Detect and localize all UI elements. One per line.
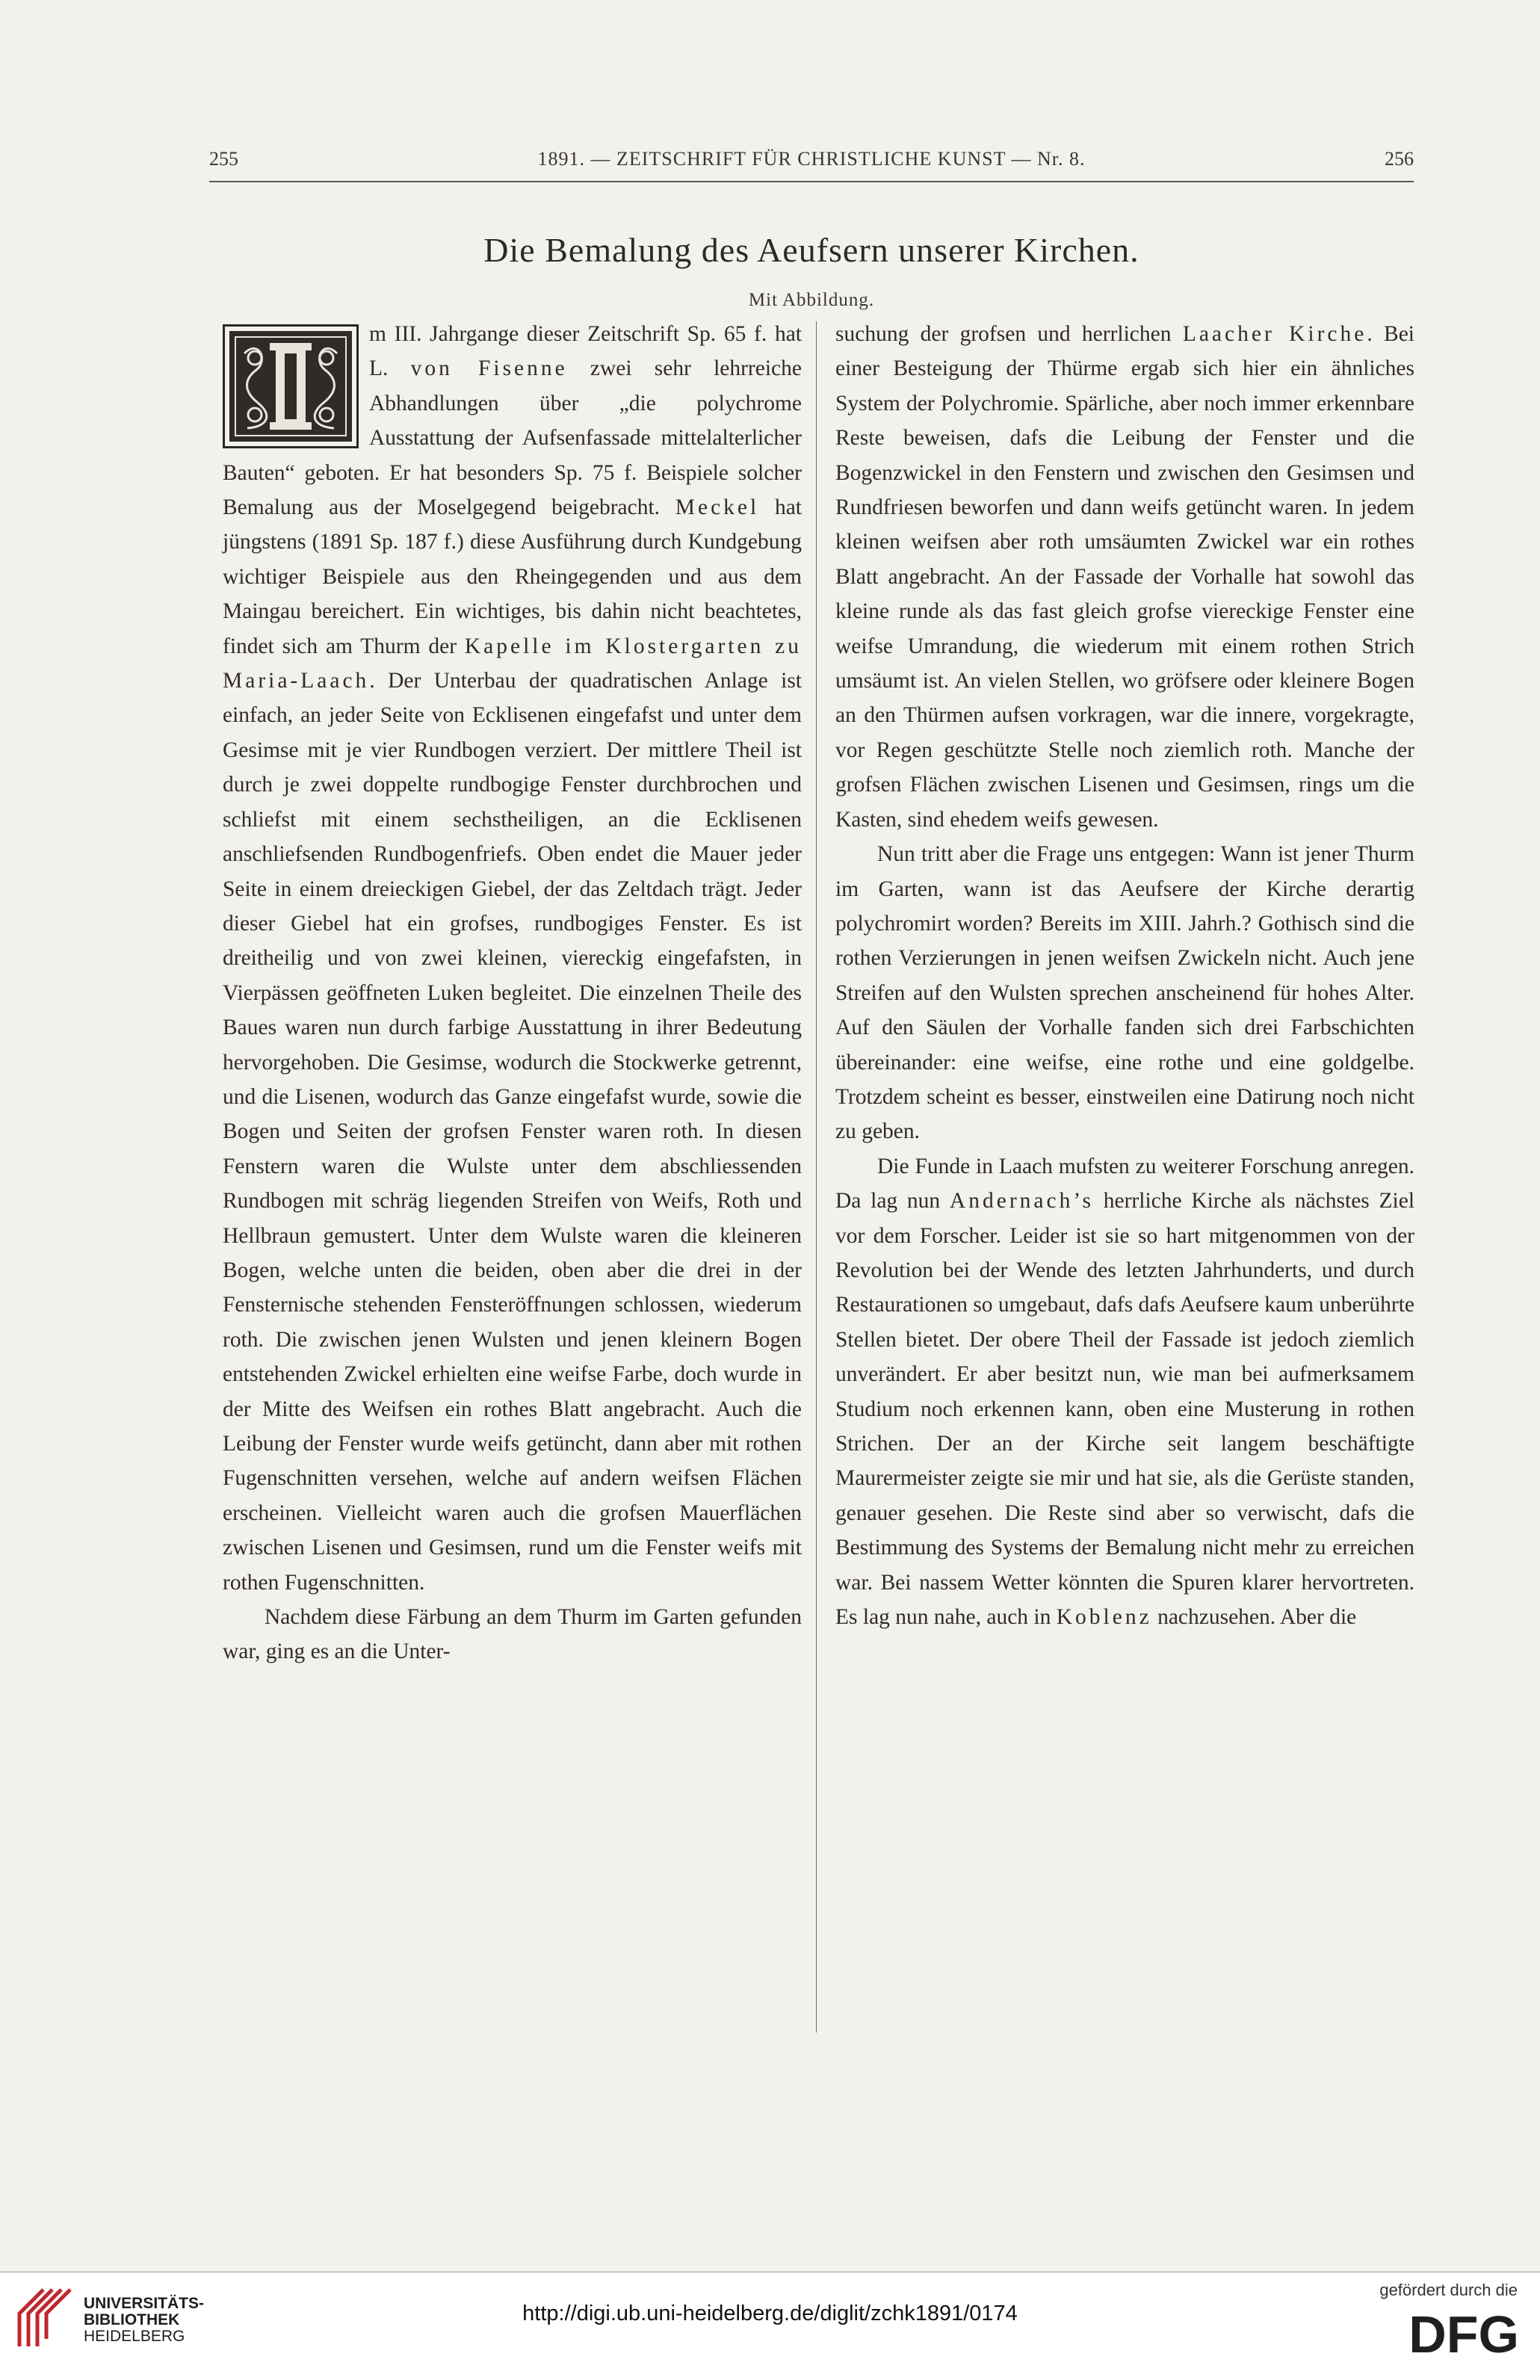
right-column (835, 317, 1414, 1634)
paragraph (223, 1600, 802, 1669)
text-run: hat jüngstens (1891 Sp. 187 f.) diese Ausführung durch Kundgebung wichtiger Beispiele aus den Rheingegenden und aus dem Maingau bereichert. Ein wichtiges, bis dahin nicht beachtetes, findet sich am Thurm der (223, 495, 802, 658)
library-name-line: HEIDELBERG (84, 2328, 185, 2345)
right-column-text (835, 317, 1414, 1634)
header-rule (209, 181, 1414, 182)
text-run: Die Funde in Laach mufsten zu weiterer Forschung anregen. Da lag nun (835, 1154, 1414, 1214)
text-run: . Der Unterbau der quadratischen Anlage ist einfach, an jeder Seite von Ecklisenen eingefafst und unter dem Gesimse mit je vier Rundbogen verziert. Der mittlere Theil ist durch je zwei doppelte rundbogige Fenster durchbrochen und schliefst mit einem sechstheiligen, an die Ecklisenen anschliefsenden Rundbogenfriefs. Oben endet die Mauer jeder Seite in einem dreieckigen Giebel, der das Zeltdach trägt. Jeder dieser Giebel hat ein grofses, rundbogiges Fenster. Es ist dreitheilig und von zwei kleinen, viereckig eingefafsten, in Vierpässen geöffneten Luken begleitet. Die einzelnen Theile des Baues waren nun durch farbige Ausstattung in ihrer Bedeutung hervorgehoben. Die Gesimse, wodurch die Stockwerke getrennt, und die Lisenen, wodurch das Ganze eingefafst wurde, sowie die Bogen und Seiten der grofsen Fenster waren roth. In diesen Fenstern waren die Wulste unter dem abschliessenden Rundbogen mit schräg liegenden Streifen von Weifs, Roth und Hellbraun gemustert. Unter dem Wulste waren die kleineren Bogen, welche unten die beiden, oben aber die drei in der Fensternische stehenden Fensteröffnungen schlossen, wiederum roth. Die zwischen jenen Wulsten und jenen kleinern Bogen entstehenden Zwickel erhielten eine weifse Farbe, doch wurde in der Mitte des Weifsen ein rothes Blatt angebracht. Auch die Leibung der Fenster wurde weifs getüncht, dann aber mit rothen Fugenschnitten versehen, welche auf andern weifsen Flächen erscheinen. Vielleicht waren auch die grofsen Mauerflächen zwischen Lisenen und Gesimsen, rund um die Fenster weifs mit rothen Fugenschnitten. (223, 669, 802, 1595)
sponsor-note: gefördert durch die (1379, 2281, 1518, 2299)
dfg-logo-text: DFG (1408, 2308, 1519, 2360)
text-run: . Bei einer Besteigung der Thürme ergab sich hier ein ähnliches System der Polychromie. Spärliche, aber noch immer erkennbare Reste beweisen, dafs die Leibung der Fenster und die Bogenzwickel in den Fenstern und zwischen den Gesimsen und Rundfriesen beworfen und dann weifs getüncht waren. In jedem kleinen weifsen aber roth umsäumten Zwickel war ein rothes Blatt angebracht. An der Fassade der Vorhalle hat sowohl das kleine runde als das fast gleich grofse viereckige Fenster eine weifse Umrandung, die wiederum mit einem rothen Strich umsäumt ist. An vielen Stellen, wo gröfsere oder kleinere Bogen an den Thürmen aufsen vorkragen, war die innere, vorgekragte, vor Regen geschützte Stelle noch ziemlich roth. Manche der grofsen Flächen zwischen Lisenen und Gesimsen, rings um die Kasten, sind ehedem weifs gewesen. (835, 322, 1415, 832)
text-run: m III. Jahrgange dieser Zeitschrift Sp. 65 f. hat L. (369, 322, 802, 381)
text-run: Nun tritt aber die Frage uns entgegen: Wann ist jener Thurm im Garten, wann ist das Aeufsere der Kirche derartig polychromirt worden? Bereits im XIII. Jahrh.? Gothisch sind die rothen Verzierungen in jenen weifsen Zwickeln nicht. Auch jene Streifen auf den Wulsten sprechen anscheinend für hohes Alter. Auf den Säulen der Vorhalle fanden sich drei Farbschichten übereinander: eine weifse, eine rothe und eine goldgelbe. Trotzdem scheint es besser, einstweilen eine Datirung noch nicht zu geben. (835, 842, 1414, 1144)
spaced-emphasis: Kapelle im Klostergarten zu Maria-Laach (223, 634, 802, 693)
paragraph (835, 837, 1414, 1149)
permalink-url[interactable]: http://digi.ub.uni-heidelberg.de/diglit/zchk1891/0174 (522, 2302, 1018, 2325)
spaced-emphasis: Laacher Kirche (1182, 322, 1367, 346)
paragraph (835, 317, 1414, 837)
journal-header: 1891. — ZEITSCHRIFT FÜR CHRISTLICHE KUNST — Nr. 8. (537, 148, 1086, 170)
paragraph (223, 317, 802, 1600)
text-run: suchung der grofsen und herrlichen (835, 322, 1183, 346)
running-head (209, 148, 1414, 178)
paragraph (835, 1149, 1414, 1635)
ornamental-initial-i-icon (223, 324, 359, 448)
page-number-left: 255 (209, 148, 238, 170)
library-name-line: UNIVERSITÄTS- (84, 2295, 205, 2312)
text-run: zwei sehr lehrreiche Abhandlungen über „die polychrome Ausstattung der Aufsenfassade mittelalterlicher Bauten“ geboten. Er hat besonders Sp. 75 f. Beispiele solcher Bemalung aus der Moselgegend beigebracht. (223, 356, 802, 520)
article-title: Die Bemalung des Aeufsern unserer Kirchen. (483, 231, 1139, 269)
text-run: nachzusehen. Aber die (1151, 1605, 1357, 1630)
spaced-emphasis: Meckel (675, 495, 760, 520)
column-divider (816, 321, 817, 2033)
text-run: herrliche Kirche als nächstes Ziel vor dem Forscher. Leider ist sie so hart mitgenommen von der Revolution bei der Wende des letzten Jahrhunderts, und durch Restaurationen so umgebaut, dafs dafs Aeufsere kaum unberührte Stellen bietet. Der obere Theil der Fassade ist jedoch ziemlich unverändert. Er aber besitzt nun, wie man bei aufmerksamem Studium noch erkennen kann, oben eine Musterung in rothen Strichen. Der an der Kirche seit langem beschäftigte Maurermeister zeigte sie mir und hat sie, als die Gerüste standen, genauer gesehen. Die Reste sind aber so verwischt, dafs die Bestimmung des Systems der Bemalung nicht mehr zu erreichen war. Bei nassem Wetter könnten die Spuren klarer hervortreten. Es lag nun nahe, auch in (835, 1189, 1415, 1630)
page-number-right: 256 (1385, 148, 1414, 170)
left-column (223, 317, 802, 1669)
spaced-emphasis: Andernach’s (949, 1189, 1095, 1214)
left-column-text (223, 317, 802, 1669)
text-run: Nachdem diese Färbung an dem Thurm im Garten gefunden war, ging es an die Unter- (223, 1605, 802, 1664)
article-subtitle: Mit Abbildung. (748, 290, 875, 310)
spaced-emphasis: von Fisenne (410, 356, 568, 381)
dfg-logo-icon (1391, 2308, 1519, 2360)
library-name-line: BIBLIOTHEK (84, 2311, 180, 2328)
spaced-emphasis: Koblenz (1056, 1605, 1152, 1630)
